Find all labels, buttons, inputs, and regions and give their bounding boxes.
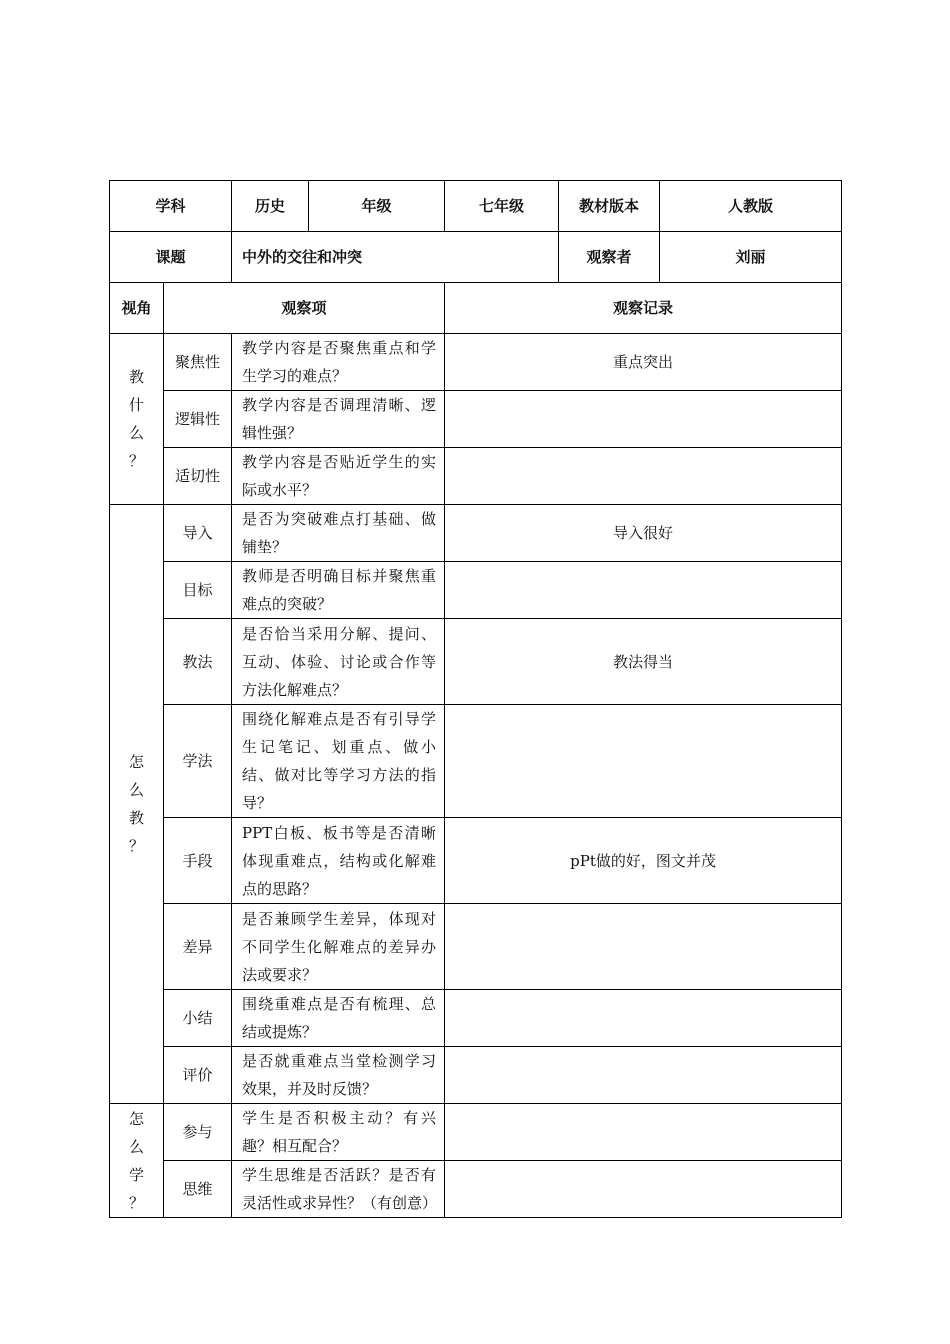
observer-label: 观察者 (559, 232, 660, 283)
question-cell: 教师是否明确目标并聚焦重难点的突破？ (232, 562, 445, 619)
edition-value: 人教版 (660, 181, 842, 232)
question-cell: 是否恰当采用分解、提问、互动、体验、讨论或合作等方法化解难点？ (232, 619, 445, 705)
record-cell[interactable] (445, 904, 842, 990)
criterion-cell: 思维 (164, 1161, 232, 1218)
category-char: 什 (128, 396, 144, 414)
topic-value: 中外的交往和冲突 (232, 232, 559, 283)
observation-form (109, 180, 841, 1218)
table-row (110, 619, 842, 705)
topic-label: 课题 (110, 232, 232, 283)
criterion-cell: 适切性 (164, 448, 232, 505)
table-row (110, 562, 842, 619)
table-row (110, 705, 842, 818)
grade-label: 年级 (309, 181, 445, 232)
criterion-cell: 学法 (164, 705, 232, 818)
criterion-cell: 评价 (164, 1047, 232, 1104)
record-cell[interactable] (445, 1104, 842, 1161)
question-cell: 教学内容是否贴近学生的实际或水平？ (232, 448, 445, 505)
question-cell: 围绕化解难点是否有引导学生记笔记、划重点、做小结、做对比等学习方法的指导？ (232, 705, 445, 818)
observer-value: 刘丽 (660, 232, 842, 283)
table-row (110, 1047, 842, 1104)
question-cell: 教学内容是否调理清晰、逻辑性强？ (232, 391, 445, 448)
category-char: 怎 (128, 1109, 144, 1128)
record-header: 观察记录 (445, 283, 842, 334)
category-char: 学 (128, 1165, 144, 1184)
record-cell[interactable]: pPt做的好，图文并茂 (445, 818, 842, 904)
table-row (110, 1104, 842, 1161)
category-cell (110, 505, 164, 1104)
question-cell: 围绕重难点是否有梳理、总结或提炼？ (232, 990, 445, 1047)
question-cell: 是否兼顾学生差异，体现对不同学生化解难点的差异办法或要求？ (232, 904, 445, 990)
category-cell (110, 1104, 164, 1218)
header-row-1 (110, 181, 842, 232)
subject-label: 学科 (110, 181, 232, 232)
category-cell (110, 334, 164, 505)
question-cell: PPT白板、板书等是否清晰体现重难点，结构或化解难点的思路？ (232, 818, 445, 904)
record-cell[interactable] (445, 391, 842, 448)
table-row (110, 391, 842, 448)
table-row (110, 904, 842, 990)
question-cell: 是否就重难点当堂检测学习效果，并及时反馈？ (232, 1047, 445, 1104)
criterion-cell: 小结 (164, 990, 232, 1047)
category-char: 么 (128, 781, 144, 799)
record-cell[interactable] (445, 1161, 842, 1218)
header-row-2 (110, 232, 842, 283)
table-row (110, 990, 842, 1047)
record-cell[interactable] (445, 1047, 842, 1104)
criterion-cell: 目标 (164, 562, 232, 619)
category-char: 么 (128, 424, 144, 442)
category-char: ？ (128, 452, 144, 470)
item-header: 观察项 (164, 283, 445, 334)
perspective-header: 视角 (110, 283, 164, 334)
category-char: ？ (128, 1193, 144, 1212)
question-cell: 教学内容是否聚焦重点和学生学习的难点？ (232, 334, 445, 391)
table-row (110, 334, 842, 391)
criterion-cell: 逻辑性 (164, 391, 232, 448)
table-row (110, 505, 842, 562)
criterion-cell: 导入 (164, 505, 232, 562)
category-char: 教 (128, 368, 144, 386)
column-header-row (110, 283, 842, 334)
criterion-cell: 参与 (164, 1104, 232, 1161)
criterion-cell: 聚焦性 (164, 334, 232, 391)
category-char: 么 (128, 1137, 144, 1156)
record-cell[interactable] (445, 562, 842, 619)
criterion-cell: 差异 (164, 904, 232, 990)
question-cell: 是否为突破难点打基础、做铺垫？ (232, 505, 445, 562)
record-cell[interactable] (445, 990, 842, 1047)
observation-table (109, 180, 842, 1218)
record-cell[interactable]: 重点突出 (445, 334, 842, 391)
question-cell: 学生思维是否活跃？是否有灵活性或求异性？（有创意） (232, 1161, 445, 1218)
category-char: 怎 (128, 753, 144, 771)
question-cell: 学生是否积极主动？有兴趣？相互配合？ (232, 1104, 445, 1161)
table-row (110, 818, 842, 904)
table-row (110, 1161, 842, 1218)
subject-value: 历史 (232, 181, 309, 232)
table-row (110, 448, 842, 505)
edition-label: 教材版本 (559, 181, 660, 232)
category-char: 教 (128, 809, 144, 827)
record-cell[interactable] (445, 705, 842, 818)
criterion-cell: 教法 (164, 619, 232, 705)
record-cell[interactable]: 教法得当 (445, 619, 842, 705)
grade-value: 七年级 (445, 181, 559, 232)
criterion-cell: 手段 (164, 818, 232, 904)
category-char: ？ (128, 837, 144, 855)
record-cell[interactable]: 导入很好 (445, 505, 842, 562)
record-cell[interactable] (445, 448, 842, 505)
